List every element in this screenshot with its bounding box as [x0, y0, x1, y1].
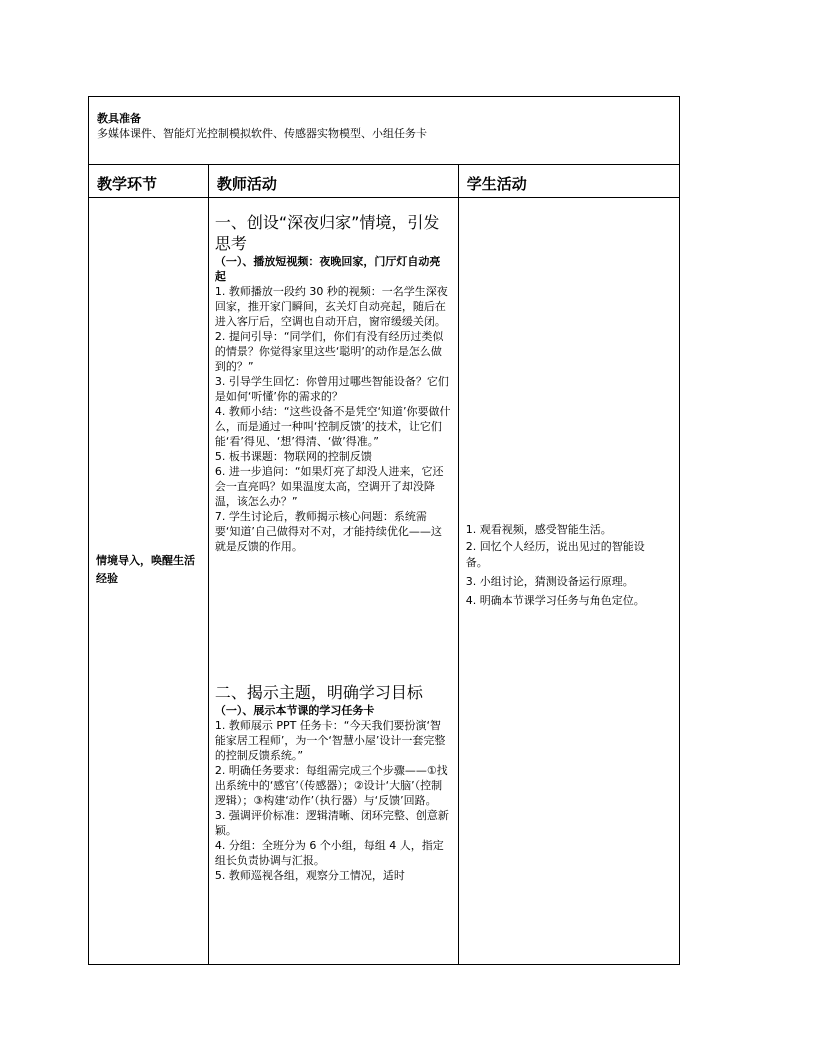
section-2 [215, 682, 451, 883]
header-row [89, 165, 680, 198]
student-activity-item: 2. 回忆个人经历，说出见过的智能设备。 [465, 540, 645, 569]
section-2-paragraph: 4. 分组：全班分为 6 个小组，每组 4 人，指定组长负责协调与汇报。 [214, 839, 444, 867]
section-2-paragraph: 3. 强调评价标准：逻辑清晰、闭环完整、创意新颖。 [214, 809, 449, 837]
section-1-paragraph: 1. 教师播放一段约 30 秒的视频：一名学生深夜回家，推开家门瞬间，玄关灯自动亮起，随后在进入客厅后，空调也自动开启，窗帘缓缓关闭。 [214, 285, 448, 328]
stage-cell [89, 198, 209, 965]
teacher-cell [208, 198, 458, 965]
section-2-title: 二、揭示主题，明确学习目标 [214, 683, 423, 702]
prep-body: 多媒体课件、智能灯光控制模拟软件、传感器实物模型、小组任务卡 [97, 127, 427, 140]
content-row [89, 198, 680, 965]
section-2-paragraph: 2. 明确任务要求：每组需完成三个步骤——①找出系统中的‘感官’（传感器）；②设计‘大脑’（控制逻辑）；③构建‘动作’（执行器）与‘反馈’回路。 [214, 764, 448, 807]
header-stage: 教学环节 [97, 175, 158, 193]
header-student-cell [458, 165, 679, 198]
stage-label: 情境导入，唤醒生活经验 [96, 554, 195, 585]
student-activity-list [466, 522, 666, 610]
header-teacher: 教师活动 [216, 175, 277, 193]
section-1-subtitle: （一）、播放短视频：夜晚回家，门厅灯自动亮起 [214, 255, 441, 283]
section-1-paragraph: 7. 学生讨论后，教师揭示核心问题：系统需要‘知道’自己做得对不对，才能持续优化——这就是反馈的作用。 [214, 510, 442, 553]
header-teacher-cell [208, 165, 458, 198]
section-2-subtitle: （一）、展示本节课的学习任务卡 [214, 704, 375, 717]
student-activity-item: 1. 观看视频，感受智能生活。 [465, 523, 612, 536]
section-1-title: 一、创设“深夜归家”情境，引发思考 [214, 213, 440, 253]
section-2-paragraph: 1. 教师展示 PPT 任务卡：“今天我们要扮演‘智能家居工程师’，为一个‘智慧小屋’设计一套完整的控制反馈系统。” [214, 719, 446, 762]
section-1-paragraph: 2. 提问引导：“同学们，你们有没有经历过类似的情景？你觉得家里这些‘聪明’的动作是怎么做到的？” [214, 330, 444, 373]
section-1-paragraph: 6. 进一步追问：“如果灯亮了却没人进来，它还会一直亮吗？如果温度太高，空调开了却没降温，该怎么办？” [214, 465, 444, 508]
lesson-plan-table [88, 96, 680, 965]
student-cell [458, 198, 679, 965]
section-2-paragraph: 5. 教师巡视各组，观察分工情况，适时 [214, 869, 405, 882]
student-activity-item: 4. 明确本节课学习任务与角色定位。 [465, 594, 645, 607]
section-1-paragraph: 3. 引导学生回忆：你曾用过哪些智能设备？它们是如何‘听懂’你的需求的？ [214, 375, 449, 403]
section-1 [215, 212, 451, 554]
prep-row [89, 97, 680, 165]
prep-title: 教具准备 [97, 112, 141, 125]
student-activity-item: 3. 小组讨论，猜测设备运行原理。 [465, 575, 634, 588]
prep-cell [89, 97, 680, 165]
header-student: 学生活动 [466, 175, 527, 193]
section-1-paragraph: 4. 教师小结：“这些设备不是凭空‘知道’你要做什么，而是通过一种叫‘控制反馈’的技术，让它们能‘看’得见、‘想’得清、‘做’得准。” [214, 405, 451, 448]
section-1-paragraph: 5. 板书课题：物联网的控制反馈 [214, 450, 372, 463]
header-stage-cell [89, 165, 209, 198]
